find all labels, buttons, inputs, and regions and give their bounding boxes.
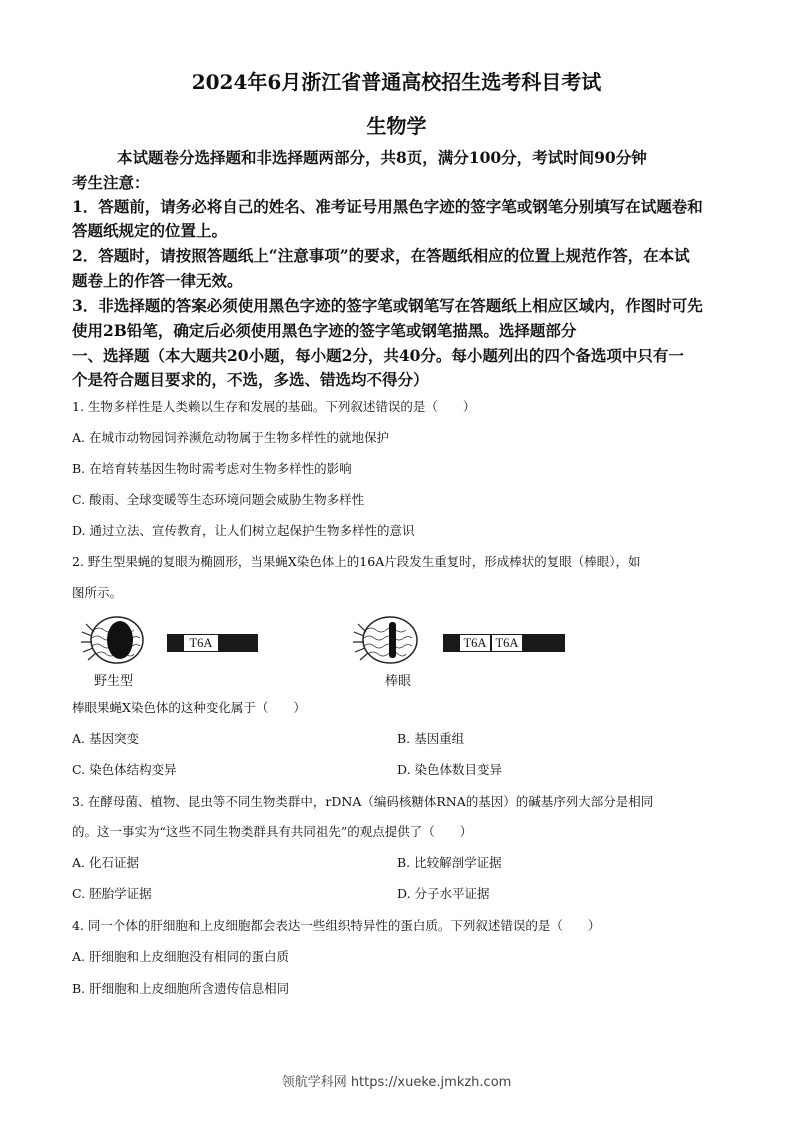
q1-stem: 1. 生物多样性是人类赖以生存和发展的基础。下列叙述错误的是（ ）	[72, 399, 476, 414]
footer-watermark: 领航学科网 https://xueke.jmkzh.com	[281, 1075, 512, 1090]
q3-option-b: B. 比较解剖学证据	[397, 855, 502, 870]
q4-option-a: A. 肝细胞和上皮细胞没有相同的蛋白质	[72, 949, 289, 964]
q3-option-a: A. 化石证据	[72, 855, 139, 870]
q4-stem: 4. 同一个体的肝细胞和上皮细胞都会表达一些组织特异性的蛋白质。下列叙述错误的是（ ）	[72, 918, 601, 933]
q1-option-c: C. 酸雨、全球变暖等生态环境问题会威胁生物多样性	[72, 492, 365, 507]
notice-item3-line2: 使用2B铅笔，确定后必须使用黑色字迹的签字笔或钢笔描黑。选择题部分	[72, 321, 577, 340]
wild-type-16a-segment: T6A	[184, 635, 218, 651]
q2-stem-line1: 2. 野生型果蝇的复眼为椭圆形，当果蝇X染色体上的16A片段发生重复时，形成棒状的复眼（棒眼），如	[72, 554, 641, 569]
bar-eye-16a-segment-1: T6A	[460, 635, 490, 651]
notice-item1-line2: 答题纸规定的位置上。	[72, 221, 228, 240]
wild-type-eye-illustration	[80, 612, 150, 670]
q1-option-d: D. 通过立法、宣传教育，让人们树立起保护生物多样性的意识	[72, 523, 415, 538]
notice-item2-line2: 题卷上的作答一律无效。	[72, 271, 243, 290]
q2-option-d: D. 染色体数目变异	[397, 762, 503, 777]
bar-eye-16a-segment-2: T6A	[492, 635, 522, 651]
notice-item2-line1: 2．答题时，请按照答题纸上“注意事项”的要求，在答题纸相应的位置上规范作答，在本试	[72, 246, 690, 265]
wild-type-caption: 野生型	[94, 674, 134, 689]
section-heading-line2: 个是符合题目要求的，不选，多选、错选均不得分）	[72, 370, 429, 389]
bar-eye-illustration	[352, 612, 424, 670]
q2-option-c: C. 染色体结构变异	[72, 762, 177, 777]
q3-option-c: C. 胚胎学证据	[72, 886, 152, 901]
notice-item3-line1: 3．非选择题的答案必须使用黑色字迹的签字笔或钢笔写在答题纸上相应区域内，作图时可先	[72, 296, 703, 315]
q1-option-a: A. 在城市动物园饲养濒危动物属于生物多样性的就地保护	[72, 430, 389, 445]
q3-option-d: D. 分子水平证据	[397, 886, 490, 901]
exam-subject: 生物学	[366, 114, 427, 138]
bar-eye-caption: 棒眼	[385, 674, 412, 689]
q2-ask: 棒眼果蝇X染色体的这种变化属于（ ）	[72, 700, 306, 715]
wild-type-chromosome-bar	[167, 634, 258, 652]
q4-option-b: B. 肝细胞和上皮细胞所含遗传信息相同	[72, 981, 290, 996]
notice-heading: 考生注意：	[72, 173, 150, 192]
q1-option-b: B. 在培育转基因生物时需考虑对生物多样性的影响	[72, 461, 352, 476]
q2-option-b: B. 基因重组	[397, 731, 465, 746]
exam-title: 2024年6月浙江省普通高校招生选考科目考试	[191, 70, 602, 94]
exam-intro: 本试题卷分选择题和非选择题两部分，共8页，满分100分，考试时间90分钟	[117, 148, 647, 167]
q2-stem-line2: 图所示。	[72, 585, 123, 600]
bar-eye-chromosome-bar	[443, 634, 565, 652]
section-heading-line1: 一、选择题（本大题共20小题，每小题2分，共40分。每小题列出的四个备选项中只有一	[72, 346, 684, 365]
q3-stem-line1: 3. 在酵母菌、植物、昆虫等不同生物类群中，rDNA（编码核糖体RNA的基因）的碱基序列大部分是相同	[72, 794, 654, 809]
notice-item1-line1: 1．答题前，请务必将自己的姓名、准考证号用黑色字迹的签字笔或钢笔分别填写在试题卷和	[72, 197, 703, 216]
q3-stem-line2: 的。这一事实为“这些不同生物类群具有共同祖先”的观点提供了（ ）	[72, 824, 473, 839]
q2-option-a: A. 基因突变	[72, 731, 139, 746]
